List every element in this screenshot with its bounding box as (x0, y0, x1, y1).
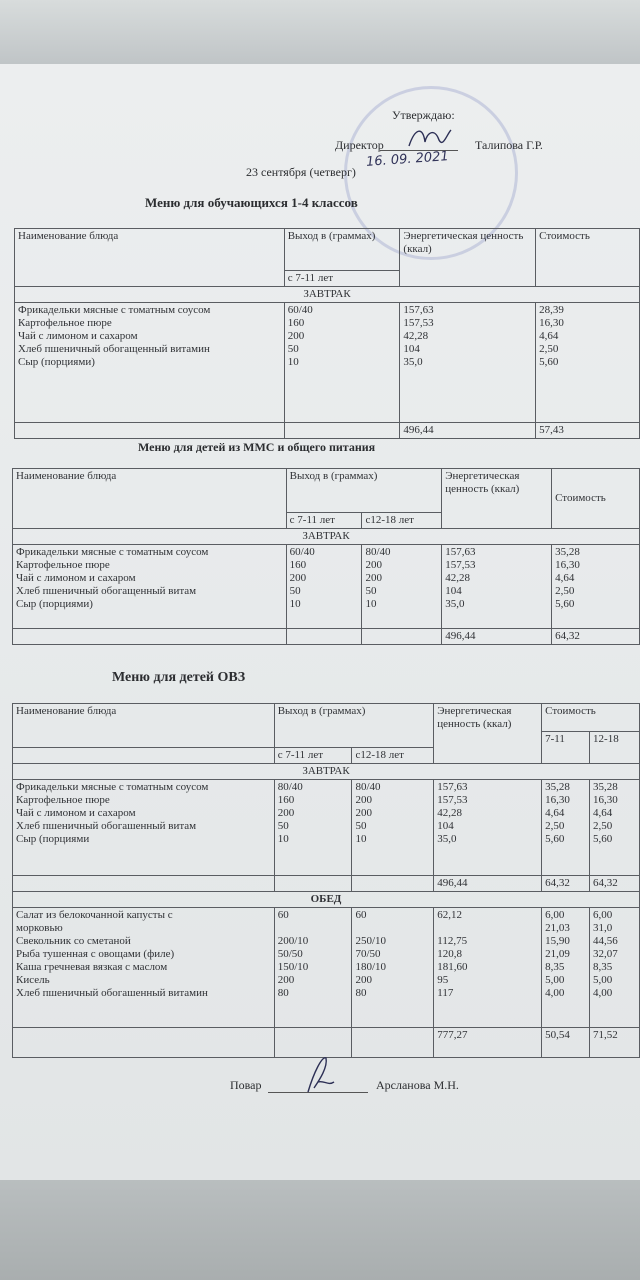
yield-value: 200 (287, 330, 305, 342)
yield-value: 80/40 (365, 546, 391, 558)
cost-value: 16,30 (555, 559, 580, 571)
energy-value: 157,53 (437, 794, 468, 806)
cost-value: 32,07 (593, 948, 618, 960)
menu3-table (12, 703, 640, 1058)
yield-value: 50 (277, 820, 289, 832)
menu1-title: Меню для обучающихся 1-4 классов (145, 195, 358, 210)
menu3-breakfast-total-energy: 496,44 (434, 876, 542, 892)
menu1-total-cost: 57,43 (536, 423, 640, 439)
dish-name: Сыр (порциями) (16, 598, 93, 610)
dish-name: Кисель (16, 974, 50, 986)
menu3-breakfast-costs1 (542, 780, 590, 876)
cost-value: 15,90 (545, 935, 570, 947)
cook-name: Арсланова М.Н. (376, 1078, 459, 1092)
dish-name: Рыба тушенная с овощами (филе) (16, 948, 175, 960)
menu3-breakfast-items (13, 780, 275, 876)
yield-value (278, 922, 349, 935)
menu1-col-yield: Выход в (граммах) (284, 229, 400, 271)
yield-value: 200 (355, 807, 372, 819)
yield-value: 200 (277, 974, 295, 986)
yield-value: 60/40 (289, 546, 315, 558)
cost-value: 35,28 (545, 781, 570, 793)
menu3-lunch-energies (434, 908, 542, 1028)
menu3-breakfast-total-cost1: 64,32 (542, 876, 590, 892)
yield-value: 10 (277, 833, 289, 845)
background-top (0, 0, 640, 66)
dish-name: Хлеб пшеничный обогашенный витам (16, 820, 197, 832)
yield-value: 160 (277, 794, 295, 806)
cost-value: 8,35 (593, 961, 613, 973)
menu3-col-energy: Энергетическая ценность (ккал) (434, 704, 542, 764)
cost-value: 5,60 (545, 833, 565, 845)
menu1-section: ЗАВТРАК (15, 287, 640, 303)
cost-value: 4,64 (555, 572, 575, 584)
dish-name: Хлеб пшеничный обогащенный витамин (18, 343, 210, 355)
cost-value: 2,50 (539, 343, 559, 355)
cost-value: 4,64 (593, 807, 613, 819)
background-bottom (0, 1180, 640, 1280)
menu2-age1: с 7-11 лет (286, 513, 362, 529)
yield-value: 80/40 (277, 781, 303, 793)
menu3-cost-sub1: 7-11 (542, 732, 590, 764)
cost-value: 4,00 (593, 987, 613, 999)
cost-value: 2,50 (545, 820, 565, 832)
energy-value: 104 (403, 343, 420, 355)
menu2-col-cost: Стоимость (552, 469, 640, 529)
cost-value: 28,39 (539, 304, 564, 316)
dish-name: Свекольник со сметаной (16, 935, 131, 947)
menu3-lunch-costs1 (542, 908, 590, 1028)
menu3-breakfast-yields2 (352, 780, 434, 876)
menu1-col-name: Наименование блюда (15, 229, 285, 287)
energy-value: 117 (437, 987, 454, 999)
menu3-lunch-yields1 (274, 908, 352, 1028)
director-name: Талипова Г.Р. (475, 138, 543, 152)
menu1-yields (284, 303, 400, 423)
energy-value: 157,63 (445, 546, 476, 558)
yield-value: 200/10 (277, 935, 309, 947)
cost-value: 6,00 (593, 909, 613, 921)
menu3-breakfast-total-cost2: 64,32 (590, 876, 640, 892)
energy-value: 104 (437, 820, 454, 832)
approve-label: Утверждаю: (392, 108, 455, 122)
menu2-col-name: Наименование блюда (13, 469, 287, 529)
energy-value: 62,12 (437, 909, 463, 921)
dish-name: Чай с лимоном и сахаром (18, 330, 138, 342)
yield-value: 200 (355, 794, 372, 806)
yield-value: 60/40 (287, 304, 313, 316)
cost-value: 21,03 (545, 922, 570, 934)
cost-value: 2,50 (555, 585, 575, 597)
menu3-lunch-total-energy: 777,27 (434, 1028, 542, 1058)
menu2-col-energy: Энергетическая ценность (ккал) (442, 469, 552, 529)
dish-name: Хлеб пшеничный обогашенный витамин (16, 987, 208, 999)
menu2-total-energy: 496,44 (442, 629, 552, 645)
cost-value: 35,28 (555, 546, 580, 558)
menu2-age2: с12-18 лет (362, 513, 442, 529)
menu3-breakfast-energies (434, 780, 542, 876)
yield-value: 50 (289, 585, 301, 597)
yield-value: 70/50 (355, 948, 381, 960)
menu3-lunch-items (13, 908, 275, 1028)
energy-value: 42,28 (437, 807, 463, 819)
cost-value: 5,60 (555, 598, 575, 610)
yield-value: 50/50 (277, 948, 303, 960)
director-label: Директор (335, 138, 384, 152)
yield-value: 80/40 (355, 781, 381, 793)
energy-value: 157,63 (437, 781, 468, 793)
energy-value: 42,28 (403, 330, 429, 342)
dish-name: Картофельное пюре (16, 794, 110, 806)
yield-value: 10 (355, 833, 367, 845)
cost-value: 5,00 (593, 974, 613, 986)
energy-value: 104 (445, 585, 462, 597)
menu2-energies (442, 545, 552, 629)
menu3-lunch-section: ОБЕД (13, 892, 640, 908)
menu3-breakfast-section: ЗАВТРАК (13, 764, 640, 780)
energy-value: 112,75 (437, 935, 468, 947)
cost-value: 5,00 (545, 974, 565, 986)
menu1-items (15, 303, 285, 423)
menu2-title: Меню для детей из ММС и общего питания (138, 440, 376, 454)
yield-value: 200 (355, 974, 372, 986)
yield-value: 200 (277, 807, 295, 819)
energy-value: 35,0 (445, 598, 465, 610)
menu-date: 23 сентября (четверг) (246, 165, 356, 179)
menu1-col-cost: Стоимость (536, 229, 640, 287)
yield-value: 200 (289, 572, 307, 584)
energy-value: 157,53 (445, 559, 476, 571)
cost-value: 44,56 (593, 935, 618, 947)
menu3-col-yield: Выход в (граммах) (274, 704, 434, 748)
yield-value: 200 (365, 572, 382, 584)
dish-name: Сыр (порциями (16, 833, 90, 845)
menu2-yields1 (286, 545, 362, 629)
yield-value: 10 (365, 598, 377, 610)
yield-value: 160 (287, 317, 305, 329)
yield-value: 160 (289, 559, 307, 571)
energy-value: 35,0 (437, 833, 457, 845)
yield-value: 50 (355, 820, 367, 832)
approval-date: 16. 09. 2021 (365, 149, 450, 170)
dish-name: морковью (16, 922, 63, 934)
menu3-breakfast-costs2 (590, 780, 640, 876)
cost-value: 6,00 (545, 909, 565, 921)
cook-label: Повар (230, 1078, 262, 1092)
cost-value: 5,60 (593, 833, 613, 845)
yield-value: 80 (277, 987, 289, 999)
dish-name: Салат из белокочанной капусты с (16, 909, 173, 921)
menu2-col-yield: Выход в (граммах) (286, 469, 442, 513)
menu1-col-energy: Энергетическая ценность (ккал) (400, 229, 536, 287)
energy-value: 157,63 (403, 304, 434, 316)
menu3-breakfast-yields1 (274, 780, 352, 876)
menu1-table (14, 228, 640, 439)
cost-value: 4,00 (545, 987, 565, 999)
dish-name: Фрикадельки мясные с томатным соусом (16, 781, 209, 793)
cost-value: 31,0 (593, 922, 613, 934)
yield-value: 50 (365, 585, 377, 597)
menu1-energies (400, 303, 536, 423)
cost-value: 21,09 (545, 948, 570, 960)
yield-value: 50 (287, 343, 299, 355)
menu1-age: с 7-11 лет (284, 271, 400, 287)
yield-value: 80 (355, 987, 367, 999)
yield-value: 10 (289, 598, 301, 610)
menu2-table (12, 468, 640, 645)
dish-name: Каша гречневая вязкая с маслом (16, 961, 168, 973)
dish-name: Сыр (порциями) (18, 356, 95, 368)
menu3-lunch-total-cost1: 50,54 (542, 1028, 590, 1058)
cost-value: 35,28 (593, 781, 618, 793)
cost-value: 4,64 (539, 330, 559, 342)
dish-name: Хлеб пшеничный обогащенный витам (16, 585, 197, 597)
menu3-lunch-yields2 (352, 908, 434, 1028)
menu3-lunch-costs2 (590, 908, 640, 1028)
cost-value: 16,30 (593, 794, 618, 806)
dish-name: Чай с лимоном и сахаром (16, 807, 136, 819)
menu3-lunch-total-cost2: 71,52 (590, 1028, 640, 1058)
yield-value (355, 922, 430, 935)
menu2-items (13, 545, 287, 629)
menu3-col-name: Наименование блюда (13, 704, 275, 748)
menu1-costs (536, 303, 640, 423)
energy-value (437, 922, 538, 935)
menu2-total-cost: 64,32 (552, 629, 640, 645)
cost-value: 8,35 (545, 961, 565, 973)
dish-name: Картофельное пюре (18, 317, 112, 329)
cost-value: 2,50 (593, 820, 613, 832)
energy-value: 120,8 (437, 948, 463, 960)
yield-value: 250/10 (355, 935, 387, 947)
dish-name: Фрикадельки мясные с томатным соусом (18, 304, 211, 316)
energy-value: 95 (437, 974, 449, 986)
dish-name: Картофельное пюре (16, 559, 110, 571)
energy-value: 42,28 (445, 572, 470, 584)
yield-value: 60 (277, 909, 289, 921)
dish-name: Фрикадельки мясные с томатным соусом (16, 546, 209, 558)
menu3-age1: с 7-11 лет (274, 748, 352, 764)
cook-signature (300, 1052, 340, 1096)
energy-value: 157,53 (403, 317, 434, 329)
menu2-costs (552, 545, 640, 629)
energy-value: 35,0 (403, 356, 423, 368)
cost-value: 16,30 (545, 794, 570, 806)
yield-value: 200 (365, 559, 382, 571)
menu2-section: ЗАВТРАК (13, 529, 640, 545)
cost-value: 4,64 (545, 807, 565, 819)
yield-value: 180/10 (355, 961, 387, 973)
yield-value: 10 (287, 356, 299, 368)
menu1-total-energy: 496,44 (400, 423, 536, 439)
menu3-cost-sub2: 12-18 (590, 732, 640, 764)
menu3-age2: с12-18 лет (352, 748, 434, 764)
yield-value: 60 (355, 909, 367, 921)
menu3-title: Меню для детей ОВЗ (112, 670, 246, 685)
dish-name: Чай с лимоном и сахаром (16, 572, 136, 584)
menu3-col-cost: Стоимость (542, 704, 640, 732)
cost-value: 5,60 (539, 356, 559, 368)
cost-value: 16,30 (539, 317, 564, 329)
yield-value: 150/10 (277, 961, 309, 973)
menu2-yields2 (362, 545, 442, 629)
energy-value: 181,60 (437, 961, 468, 973)
